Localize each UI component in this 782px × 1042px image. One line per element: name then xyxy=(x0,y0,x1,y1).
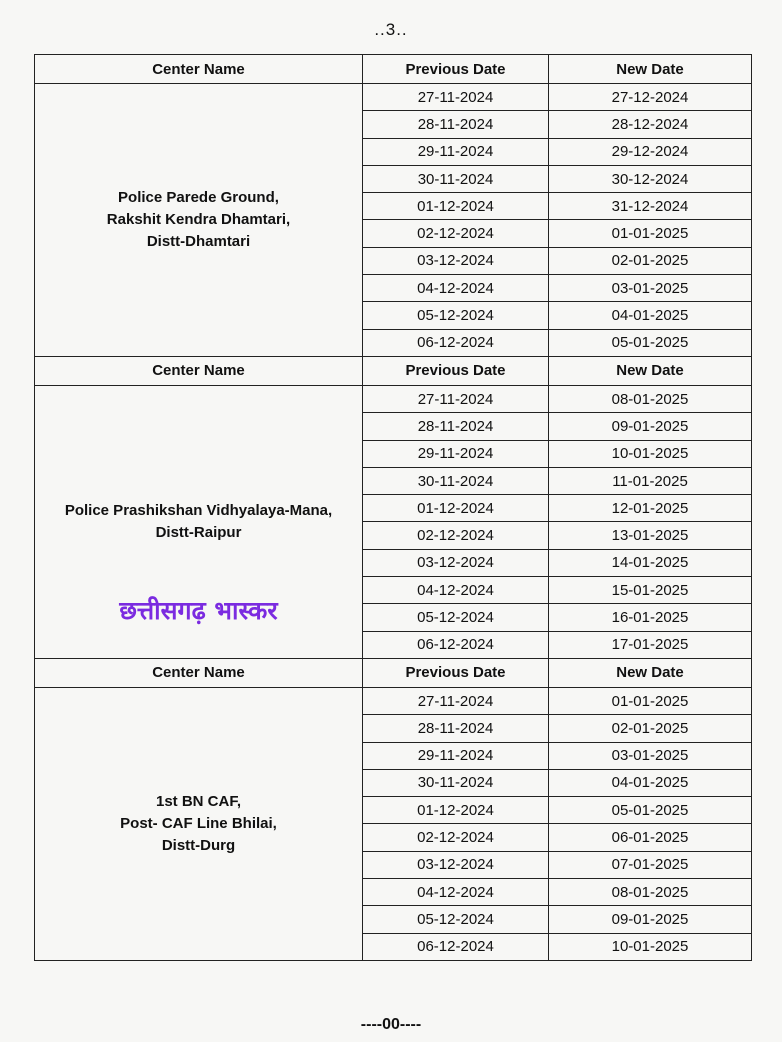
new-date-cell: 16-01-2025 xyxy=(549,604,752,631)
previous-date-cell: 04-12-2024 xyxy=(363,577,549,604)
new-date-cell: 09-01-2025 xyxy=(549,413,752,440)
page-footer: ----00---- xyxy=(360,1016,422,1033)
new-date-cell: 04-01-2025 xyxy=(549,302,752,329)
previous-date-cell: 03-12-2024 xyxy=(363,247,549,274)
new-date-cell: 10-01-2025 xyxy=(549,933,752,960)
previous-date-header: Previous Date xyxy=(363,356,549,385)
center-name-line: Post- CAF Line Bhilai, xyxy=(120,814,277,832)
center-name-line: Distt-Dhamtari xyxy=(146,232,251,250)
previous-date-cell: 28-11-2024 xyxy=(363,413,549,440)
new-date-cell: 07-01-2025 xyxy=(549,851,752,878)
center-name-line: Police Parede Ground, xyxy=(118,188,279,206)
previous-date-cell: 04-12-2024 xyxy=(363,275,549,302)
new-date-cell: 03-01-2025 xyxy=(549,742,752,769)
section-header-row xyxy=(35,658,752,687)
new-date-cell: 08-01-2025 xyxy=(549,879,752,906)
previous-date-cell: 03-12-2024 xyxy=(363,549,549,576)
center-name-header: Center Name xyxy=(35,658,363,687)
previous-date-cell: 05-12-2024 xyxy=(363,604,549,631)
new-date-cell: 08-01-2025 xyxy=(549,385,752,412)
previous-date-cell: 02-12-2024 xyxy=(363,824,549,851)
new-date-cell: 09-01-2025 xyxy=(549,906,752,933)
previous-date-cell: 01-12-2024 xyxy=(363,495,549,522)
previous-date-cell: 01-12-2024 xyxy=(363,193,549,220)
center-name-cell xyxy=(35,687,363,960)
previous-date-cell: 05-12-2024 xyxy=(363,906,549,933)
previous-date-cell: 29-11-2024 xyxy=(363,440,549,467)
center-name-header: Center Name xyxy=(35,55,363,84)
previous-date-header: Previous Date xyxy=(363,55,549,84)
section-header-row xyxy=(35,55,752,84)
new-date-cell: 17-01-2025 xyxy=(549,631,752,658)
new-date-cell: 31-12-2024 xyxy=(549,193,752,220)
previous-date-cell: 04-12-2024 xyxy=(363,879,549,906)
new-date-cell: 03-01-2025 xyxy=(549,275,752,302)
new-date-header: New Date xyxy=(549,658,752,687)
new-date-cell: 28-12-2024 xyxy=(549,111,752,138)
previous-date-cell: 27-11-2024 xyxy=(363,385,549,412)
previous-date-cell: 30-11-2024 xyxy=(363,165,549,192)
previous-date-cell: 06-12-2024 xyxy=(363,631,549,658)
previous-date-cell: 02-12-2024 xyxy=(363,522,549,549)
table-row xyxy=(35,385,752,412)
new-date-cell: 30-12-2024 xyxy=(549,165,752,192)
new-date-cell: 06-01-2025 xyxy=(549,824,752,851)
previous-date-cell: 06-12-2024 xyxy=(363,933,549,960)
new-date-cell: 13-01-2025 xyxy=(549,522,752,549)
center-name-line: 1st BN CAF, xyxy=(155,792,241,810)
table-row xyxy=(35,687,752,714)
center-name-line: Distt-Durg xyxy=(161,836,236,854)
new-date-cell: 02-01-2025 xyxy=(549,247,752,274)
previous-date-cell: 28-11-2024 xyxy=(363,715,549,742)
new-date-cell: 10-01-2025 xyxy=(549,440,752,467)
new-date-cell: 14-01-2025 xyxy=(549,549,752,576)
publisher-watermark: छत्तीसगढ़ भास्कर xyxy=(119,595,278,625)
new-date-cell: 15-01-2025 xyxy=(549,577,752,604)
previous-date-cell: 28-11-2024 xyxy=(363,111,549,138)
previous-date-cell: 29-11-2024 xyxy=(363,742,549,769)
center-name-header: Center Name xyxy=(35,356,363,385)
center-name-line: Distt-Raipur xyxy=(155,523,242,541)
new-date-cell: 02-01-2025 xyxy=(549,715,752,742)
previous-date-cell: 01-12-2024 xyxy=(363,797,549,824)
schedule-table xyxy=(34,54,752,961)
previous-date-cell: 27-11-2024 xyxy=(363,84,549,111)
new-date-header: New Date xyxy=(549,356,752,385)
previous-date-cell: 27-11-2024 xyxy=(363,687,549,714)
previous-date-cell: 02-12-2024 xyxy=(363,220,549,247)
center-name-line: Police Prashikshan Vidhyalaya-Mana, xyxy=(64,501,333,519)
center-name-cell xyxy=(35,84,363,357)
previous-date-cell: 29-11-2024 xyxy=(363,138,549,165)
previous-date-cell: 30-11-2024 xyxy=(363,769,549,796)
previous-date-cell: 05-12-2024 xyxy=(363,302,549,329)
new-date-cell: 11-01-2025 xyxy=(549,467,752,494)
new-date-cell: 29-12-2024 xyxy=(549,138,752,165)
previous-date-cell: 06-12-2024 xyxy=(363,329,549,356)
page-number: ..3.. xyxy=(374,20,408,39)
previous-date-cell: 30-11-2024 xyxy=(363,467,549,494)
new-date-cell: 05-01-2025 xyxy=(549,329,752,356)
new-date-cell: 04-01-2025 xyxy=(549,769,752,796)
new-date-header: New Date xyxy=(549,55,752,84)
new-date-cell: 27-12-2024 xyxy=(549,84,752,111)
center-name-line: Rakshit Kendra Dhamtari, xyxy=(106,210,291,228)
previous-date-cell: 03-12-2024 xyxy=(363,851,549,878)
center-name-cell xyxy=(35,385,363,658)
table-row xyxy=(35,84,752,111)
new-date-cell: 05-01-2025 xyxy=(549,797,752,824)
section-header-row xyxy=(35,356,752,385)
new-date-cell: 01-01-2025 xyxy=(549,687,752,714)
new-date-cell: 01-01-2025 xyxy=(549,220,752,247)
previous-date-header: Previous Date xyxy=(363,658,549,687)
new-date-cell: 12-01-2025 xyxy=(549,495,752,522)
